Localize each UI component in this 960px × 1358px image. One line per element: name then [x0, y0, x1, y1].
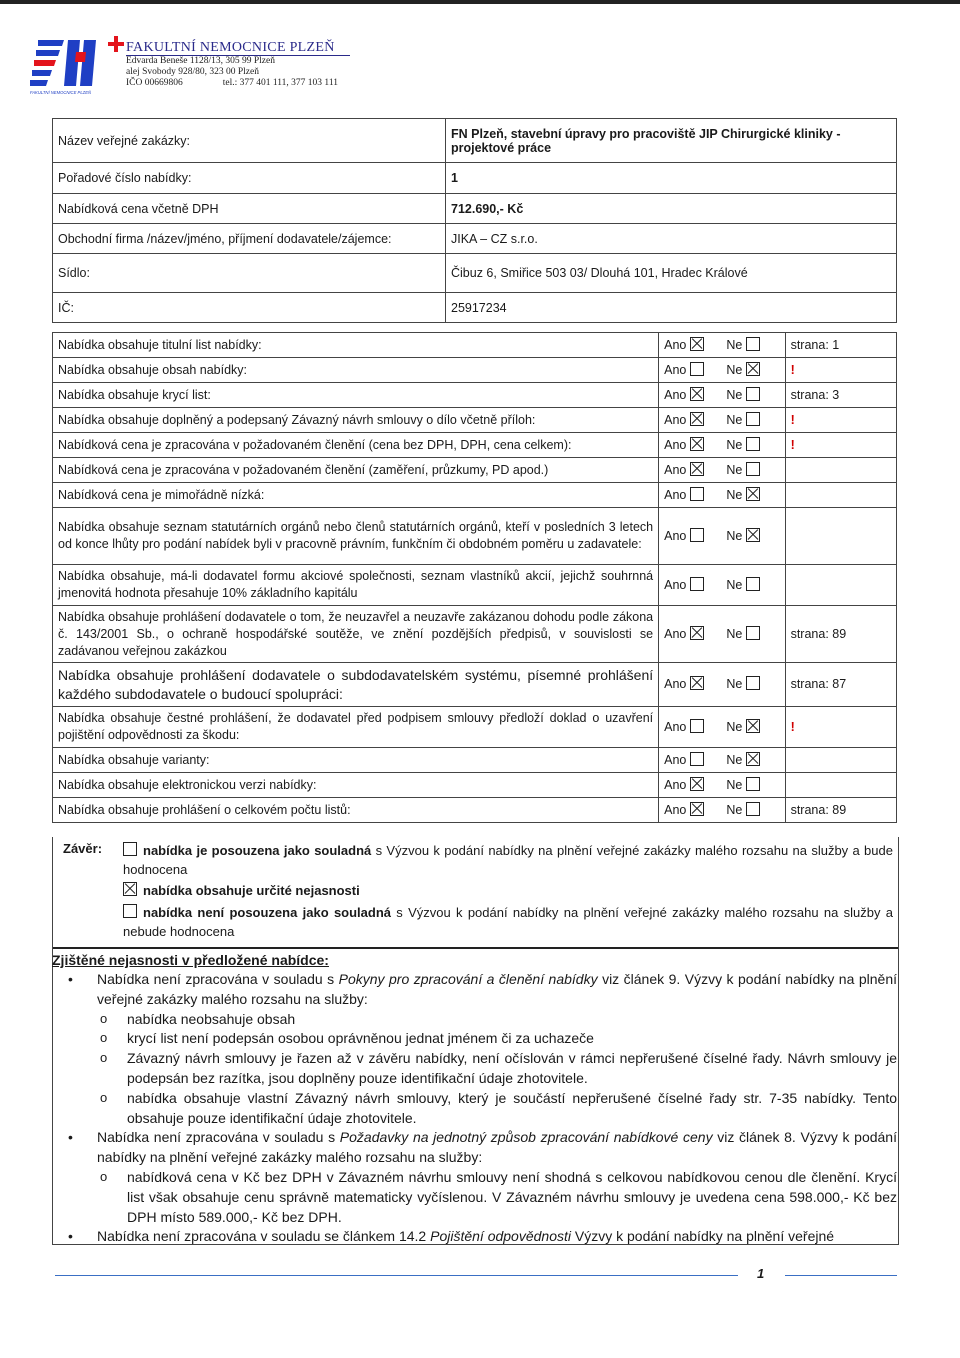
finding-subitem: o krycí list není podepsán osobou oprávněnou jednat jménem či za uchazeče — [52, 1029, 897, 1049]
checkbox-ne[interactable] — [746, 777, 760, 791]
checklist-question: Nabídková cena je zpracována v požadovaném členění (cena bez DPH, DPH, cena celkem): — [53, 433, 659, 458]
findings-heading: Zjištěné nejasnosti v předložené nabídce: — [52, 952, 329, 968]
checklist-row — [53, 606, 897, 663]
checklist-answer — [659, 358, 785, 383]
info-value: 712.690,- Kč — [446, 194, 897, 224]
info-value: 25917234 — [446, 293, 897, 323]
finding-subitem: o nabídka obsahuje vlastní Závazný návrh smlouvy, který je součástí nepřerušené číselné řady str. 7-35 nabídky. Tento obsahuje pouze identifikační údaje zhotovitele. — [52, 1089, 897, 1129]
checkbox-ano[interactable] — [690, 626, 704, 640]
checklist-question: Nabídka obsahuje prohlášení dodavatele o subdodavatelském systému, písemné prohlášení každého subdodavatele o budoucí spolupráci: — [53, 663, 659, 707]
checklist-row — [53, 383, 897, 408]
ano-label: Ano — [664, 487, 687, 502]
ne-label: Ne — [726, 337, 743, 352]
checklist-answer — [659, 483, 785, 508]
info-label: Pořadové číslo nabídky: — [53, 163, 446, 194]
checklist-answer — [659, 333, 785, 358]
checklist-note: ! — [785, 358, 896, 383]
footer-rule-left — [55, 1275, 738, 1276]
ne-label: Ne — [726, 487, 743, 502]
checklist-row — [53, 748, 897, 773]
checklist-question: Nabídka obsahuje doplněný a podepsaný Závazný návrh smlouvy o dílo včetně příloh: — [53, 408, 659, 433]
checklist-question: Nabídka obsahuje, má-li dodavatel formu akciové společnosti, seznam vlastníků akcií, jejichž souhrnná jmenovitá hodnota přesahuje 10% základního kapitálu — [53, 565, 659, 606]
checklist-note: ! — [785, 707, 896, 748]
hospital-header — [126, 40, 338, 89]
info-row — [53, 224, 897, 254]
checklist-row — [53, 798, 897, 823]
ne-label: Ne — [726, 802, 743, 817]
checklist-question: Nabídka obsahuje čestné prohlášení, že dodavatel před podpisem smlouvy předloží doklad o uzavření pojištění odpovědnosti za škodu: — [53, 707, 659, 748]
conclusion-label: Závěr: — [63, 841, 103, 856]
findings-section — [52, 950, 897, 1247]
checkbox-unclear[interactable] — [123, 882, 137, 896]
checklist-note: strana: 89 — [785, 606, 896, 663]
checklist-answer — [659, 565, 785, 606]
checkbox-noncompliant[interactable] — [123, 904, 137, 918]
checklist-question: Nabídková cena je mimořádně nízká: — [53, 483, 659, 508]
checklist-answer — [659, 773, 785, 798]
checkbox-ano[interactable] — [690, 412, 704, 426]
option-bold: nabídka je posouzena jako souladná — [143, 843, 372, 858]
ne-label: Ne — [726, 626, 743, 641]
info-label: Obchodní firma /název/jméno, příjmení dodavatele/zájemce: — [53, 224, 446, 254]
ne-label: Ne — [726, 387, 743, 402]
ano-label: Ano — [664, 437, 687, 452]
checklist-note: strana: 3 — [785, 383, 896, 408]
checkbox-ne[interactable] — [746, 362, 760, 376]
finding-bullet — [52, 1227, 897, 1247]
finding-text: Nabídka není zpracována v souladu s — [97, 971, 339, 987]
ne-label: Ne — [726, 462, 743, 477]
checklist-row — [53, 508, 897, 565]
address-line-2: alej Svobody 928/80, 323 00 Plzeň — [126, 67, 259, 77]
checklist-answer — [659, 458, 785, 483]
checklist-note: strana: 89 — [785, 798, 896, 823]
conclusion-option-compliant — [123, 841, 893, 879]
checklist-question: Nabídková cena je zpracována v požadovaném členění (zaměření, průzkumy, PD apod.) — [53, 458, 659, 483]
checklist-question: Nabídka obsahuje titulní list nabídky: — [53, 333, 659, 358]
info-label: Název veřejné zakázky: — [53, 119, 446, 163]
finding-subitem: o nabídková cena v Kč bez DPH v Závazném návrhu smlouvy není shodná s celkovou nabídkovou cenou dle členění. Krycí list však obsahuje cenu správně matematicky vyčíslenou. V Závazném návrhu smlouvy je uvedena cena 598.000,- Kč bez DPH místo 589.000,- Kč bez DPH. — [52, 1168, 897, 1227]
checklist-answer — [659, 707, 785, 748]
checkbox-ne[interactable] — [746, 577, 760, 591]
checkbox-ano[interactable] — [690, 487, 704, 501]
checklist-question: Nabídka obsahuje prohlášení dodavatele o tom, že neuzavřel a neuzavře zakázanou dohodu podle zákona č. 143/2001 Sb., o ochraně hospodářské soutěže, ve znění pozdějších předpisů, v souvislosti se zadávanou veřejnou zakázkou — [53, 606, 659, 663]
checkbox-ne[interactable] — [746, 626, 760, 640]
info-label: IČ: — [53, 293, 446, 323]
checklist-row — [53, 333, 897, 358]
checklist-note — [785, 565, 896, 606]
checkbox-compliant[interactable] — [123, 842, 137, 856]
checkbox-ne[interactable] — [746, 528, 760, 542]
checklist-row — [53, 773, 897, 798]
checkbox-ano[interactable] — [690, 777, 704, 791]
ano-label: Ano — [664, 387, 687, 402]
conclusion-option-noncompliant — [123, 903, 893, 941]
ano-label: Ano — [664, 719, 687, 734]
checklist-row — [53, 565, 897, 606]
info-row — [53, 163, 897, 194]
logo-caption: FAKULTNÍ NEMOCNICE PLZEŇ — [30, 90, 92, 95]
checklist-row — [53, 433, 897, 458]
checklist-note: ! — [785, 433, 896, 458]
info-label: Sídlo: — [53, 254, 446, 293]
ano-label: Ano — [664, 462, 687, 477]
checkbox-ano[interactable] — [690, 676, 704, 690]
checklist-row — [53, 458, 897, 483]
conclusion-section — [52, 837, 899, 949]
checkbox-ne[interactable] — [746, 676, 760, 690]
checklist-note — [785, 458, 896, 483]
info-row — [53, 293, 897, 323]
header-underline — [126, 55, 350, 56]
option-text: s Výzvou k podání nabídky na plnění veřejné zakázky malého rozsahu na služby a nebude hodnocena — [123, 905, 893, 939]
ano-label: Ano — [664, 577, 687, 592]
ne-label: Ne — [726, 677, 743, 691]
info-value: FN Plzeň, stavební úpravy pro pracoviště JIP Chirurgické kliniky - projektové práce — [446, 119, 897, 163]
checkbox-ano[interactable] — [690, 462, 704, 476]
checkbox-ne[interactable] — [746, 487, 760, 501]
checklist-question: Nabídka obsahuje varianty: — [53, 748, 659, 773]
checkbox-ano[interactable] — [690, 577, 704, 591]
checklist-row — [53, 408, 897, 433]
checklist-answer — [659, 408, 785, 433]
tel: tel.: 377 401 111, 377 103 111 — [222, 78, 338, 88]
checklist-answer — [659, 663, 785, 707]
checklist-row — [53, 358, 897, 383]
finding-text: viz článek 8. Výzvy k podání nabídky na plnění veřejné zakázky malého rozsahu na služby: — [97, 1129, 897, 1166]
address-line-1: Edvarda Beneše 1128/13, 305 99 Plzeň — [126, 56, 275, 66]
hospital-name: FAKULTNÍ NEMOCNICE PLZEŇ — [126, 40, 335, 55]
ne-label: Ne — [726, 437, 743, 452]
checkbox-ne[interactable] — [746, 437, 760, 451]
ne-label: Ne — [726, 362, 743, 377]
fn-plzen-logo — [30, 34, 130, 96]
checkbox-ano[interactable] — [690, 802, 704, 816]
checklist-note — [785, 508, 896, 565]
finding-subitem: o nabídka neobsahuje obsah — [52, 1010, 897, 1030]
option-text: s Výzvou k podání nabídky na plnění veřejné zakázky malého rozsahu na služby a bude hodnocena — [123, 843, 893, 877]
info-value: JIKA – CZ s.r.o. — [446, 224, 897, 254]
info-row — [53, 194, 897, 224]
page-number: 1 — [757, 1266, 765, 1281]
footer-rule-right — [785, 1275, 897, 1276]
checklist-row — [53, 483, 897, 508]
finding-text: Výzvy k podání nabídky na plnění veřejné — [570, 1228, 835, 1245]
ano-label: Ano — [664, 677, 687, 691]
finding-bullet — [52, 1128, 897, 1168]
ne-label: Ne — [726, 577, 743, 592]
checklist-answer — [659, 748, 785, 773]
ne-label: Ne — [726, 752, 743, 767]
checkbox-ano[interactable] — [690, 752, 704, 766]
checklist-note — [785, 748, 896, 773]
checkbox-ne[interactable] — [746, 719, 760, 733]
checkbox-ne[interactable] — [746, 387, 760, 401]
ano-label: Ano — [664, 528, 687, 543]
checkbox-ne[interactable] — [746, 462, 760, 476]
checklist-row — [53, 663, 897, 707]
checkbox-ne[interactable] — [746, 337, 760, 351]
info-value: 1 — [446, 163, 897, 194]
ne-label: Ne — [726, 528, 743, 543]
checkbox-ano[interactable] — [690, 337, 704, 351]
checklist-answer — [659, 508, 785, 565]
checklist-note — [785, 773, 896, 798]
finding-italic: Požadavky na jednotný způsob zpracování nabídkové ceny — [339, 1129, 713, 1146]
ano-label: Ano — [664, 412, 687, 427]
ano-label: Ano — [664, 777, 687, 792]
checklist-question: Nabídka obsahuje prohlášení o celkovém počtu listů: — [53, 798, 659, 823]
checklist-answer — [659, 798, 785, 823]
ano-label: Ano — [664, 337, 687, 352]
info-row — [53, 254, 897, 293]
scan-top-edge — [0, 0, 960, 4]
checklist-note: strana: 87 — [785, 663, 896, 707]
checklist-answer — [659, 606, 785, 663]
finding-text: Nabídka není zpracována v souladu s — [97, 1129, 340, 1146]
checklist-answer — [659, 383, 785, 408]
checklist-question: Nabídka obsahuje obsah nabídky: — [53, 358, 659, 383]
checklist-table — [52, 332, 897, 823]
checklist-note: strana: 1 — [785, 333, 896, 358]
checkbox-ano[interactable] — [690, 719, 704, 733]
offer-info-table — [52, 118, 897, 323]
checklist-answer — [659, 433, 785, 458]
checkbox-ano[interactable] — [690, 528, 704, 542]
option-bold: nabídka obsahuje určité nejasnosti — [143, 883, 360, 898]
finding-italic: Pokyny pro zpracování a členění nabídky — [338, 971, 598, 987]
checkbox-ano[interactable] — [690, 387, 704, 401]
ano-label: Ano — [664, 362, 687, 377]
finding-subitem: o Závazný návrh smlouvy je řazen až v závěru nabídky, není očíslován v rámci nepřerušené číselné řady. Návrh smlouvy je podepsán bez razítka, jsou doplněny pouze identifikační údaje zhotovitele. — [52, 1049, 897, 1089]
checklist-note: ! — [785, 408, 896, 433]
conclusion-option-unclear — [123, 881, 893, 900]
checkbox-ano[interactable] — [690, 437, 704, 451]
option-bold: nabídka není posouzena jako souladná — [143, 905, 392, 920]
ne-label: Ne — [726, 412, 743, 427]
ano-label: Ano — [664, 802, 687, 817]
checklist-question: Nabídka obsahuje seznam statutárních orgánů nebo členů statutárních orgánů, kteří v posledních 3 letech od konce lhůty pro podání nabídek byli v pracovně právním, funkčním či obdobném poměru u zadavatele: — [53, 508, 659, 565]
finding-text: Nabídka není zpracována v souladu se článkem 14.2 — [97, 1228, 431, 1245]
info-label: Nabídková cena včetně DPH — [53, 194, 446, 224]
ne-label: Ne — [726, 719, 743, 734]
checkbox-ano[interactable] — [690, 362, 704, 376]
info-value: Čibuz 6, Smiřice 503 03/ Dlouhá 101, Hradec Králové — [446, 254, 897, 293]
ano-label: Ano — [664, 752, 687, 767]
info-row — [53, 119, 897, 163]
ne-label: Ne — [726, 777, 743, 792]
ico: IČO 00669806 — [126, 78, 183, 88]
finding-text: viz článek 9. Výzvy k podání nabídky na plnění veřejné zakázky malého rozsahu na služby: — [97, 971, 897, 1007]
ico-tel-line — [126, 78, 338, 89]
checkbox-ne[interactable] — [746, 412, 760, 426]
checkbox-ne[interactable] — [746, 752, 760, 766]
checkbox-ne[interactable] — [746, 802, 760, 816]
finding-bullet — [52, 970, 897, 1010]
checklist-question: Nabídka obsahuje elektronickou verzi nabídky: — [53, 773, 659, 798]
checklist-row — [53, 707, 897, 748]
ano-label: Ano — [664, 626, 687, 641]
checklist-question: Nabídka obsahuje krycí list: — [53, 383, 659, 408]
checklist-body — [53, 333, 897, 823]
checklist-note — [785, 483, 896, 508]
finding-italic: Pojištění odpovědnosti — [430, 1228, 571, 1245]
